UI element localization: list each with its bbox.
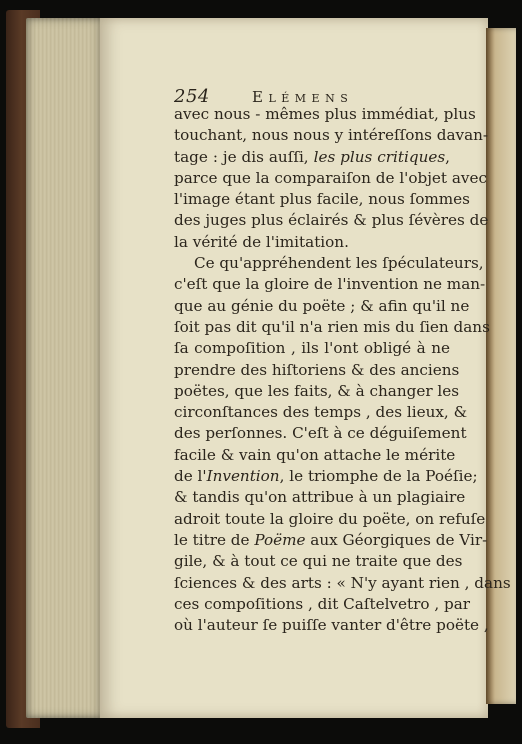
text-segment: poëtes, que les faits, & à changer les: [174, 381, 460, 400]
text-line: [174, 296, 470, 317]
text-line: [174, 168, 487, 189]
text-segment: touchant, nous nous y intéreſſons davan-: [174, 126, 489, 145]
text-line: [174, 147, 450, 168]
text-line: [174, 125, 489, 146]
text-segment: des juges plus éclairés & plus ſévères de: [174, 211, 489, 230]
text-line: [174, 530, 488, 551]
text-segment: le titre de: [174, 530, 255, 549]
text-line: [174, 487, 466, 508]
text-line: [174, 466, 478, 487]
text-line: [174, 253, 484, 274]
text-line: [174, 189, 470, 210]
text-segment: Ce qu'appréhendent les ſpéculateurs,: [194, 254, 484, 273]
text-line: [174, 509, 486, 530]
running-head: Elémens: [252, 88, 354, 106]
facing-page-edge: [486, 28, 516, 704]
text-segment: la vérité de l'imitation.: [174, 232, 349, 251]
text-segment: ces compoſitions , dit Caſtelvetro , par: [174, 594, 471, 613]
italic-text: les plus critiques: [313, 147, 446, 166]
text-segment: ſa compoſition , ils l'ont obligé à ne: [174, 339, 450, 358]
italic-text: Invention: [206, 467, 280, 486]
text-segment: de l': [174, 467, 207, 486]
text-line: [174, 317, 490, 338]
text-line: [174, 232, 450, 253]
text-segment: adroit toute la gloire du poëte, on refuſe: [174, 509, 486, 528]
text-segment: ,: [445, 147, 450, 166]
text-segment: & tandis qu'on attribue à un plagiaire: [174, 488, 466, 507]
text-segment: des perſonnes. C'eſt à ce déguiſement: [174, 424, 467, 443]
text-line: [174, 594, 471, 615]
text-line: [174, 381, 460, 402]
text-segment: l'image étant plus facile, nous ſommes: [174, 190, 470, 209]
text-segment: , le triomphe de la Poéſie;: [279, 467, 478, 486]
text-segment: avec nous - mêmes plus immédiat, plus: [174, 105, 476, 123]
text-segment: prendre des hiſtoriens & des anciens: [174, 360, 460, 379]
text-segment: circonſtances des temps , des lieux, &: [174, 403, 468, 422]
text-segment: ſoit pas dit qu'il n'a rien mis du ſien dans: [174, 317, 490, 336]
text-segment: gile, & à tout ce qui ne traite que des: [174, 552, 463, 571]
body-text: [174, 104, 511, 636]
text-segment: où l'auteur ſe puiſſe vanter d'être poëte ,: [174, 616, 489, 635]
text-segment: parce que la comparaiſon de l'objet avec: [174, 168, 487, 187]
page-number: 254: [174, 86, 210, 107]
text-segment: tage : je dis auſſi,: [174, 147, 314, 166]
italic-text: Poëme: [254, 530, 306, 549]
text-line: [174, 104, 476, 125]
text-segment: c'eſt que la gloire de l'invention ne man-: [174, 275, 486, 294]
text-line: [174, 360, 460, 381]
text-line: [174, 274, 486, 295]
text-line: [174, 338, 450, 359]
page-edges: [26, 18, 106, 718]
text-line: [174, 445, 456, 466]
text-segment: que au génie du poëte ; & afin qu'il ne: [174, 296, 470, 315]
text-line: [174, 210, 489, 231]
text-segment: ſciences & des arts : « N'y ayant rien , dans: [174, 573, 511, 592]
text-line: [174, 423, 467, 444]
text-line: [174, 402, 468, 423]
text-segment: aux Géorgiques de Vir-: [305, 530, 488, 549]
text-line: [174, 615, 489, 636]
text-line: [174, 551, 463, 572]
text-segment: facile & vain qu'on attache le mérite: [174, 445, 456, 464]
text-line: [174, 573, 511, 594]
